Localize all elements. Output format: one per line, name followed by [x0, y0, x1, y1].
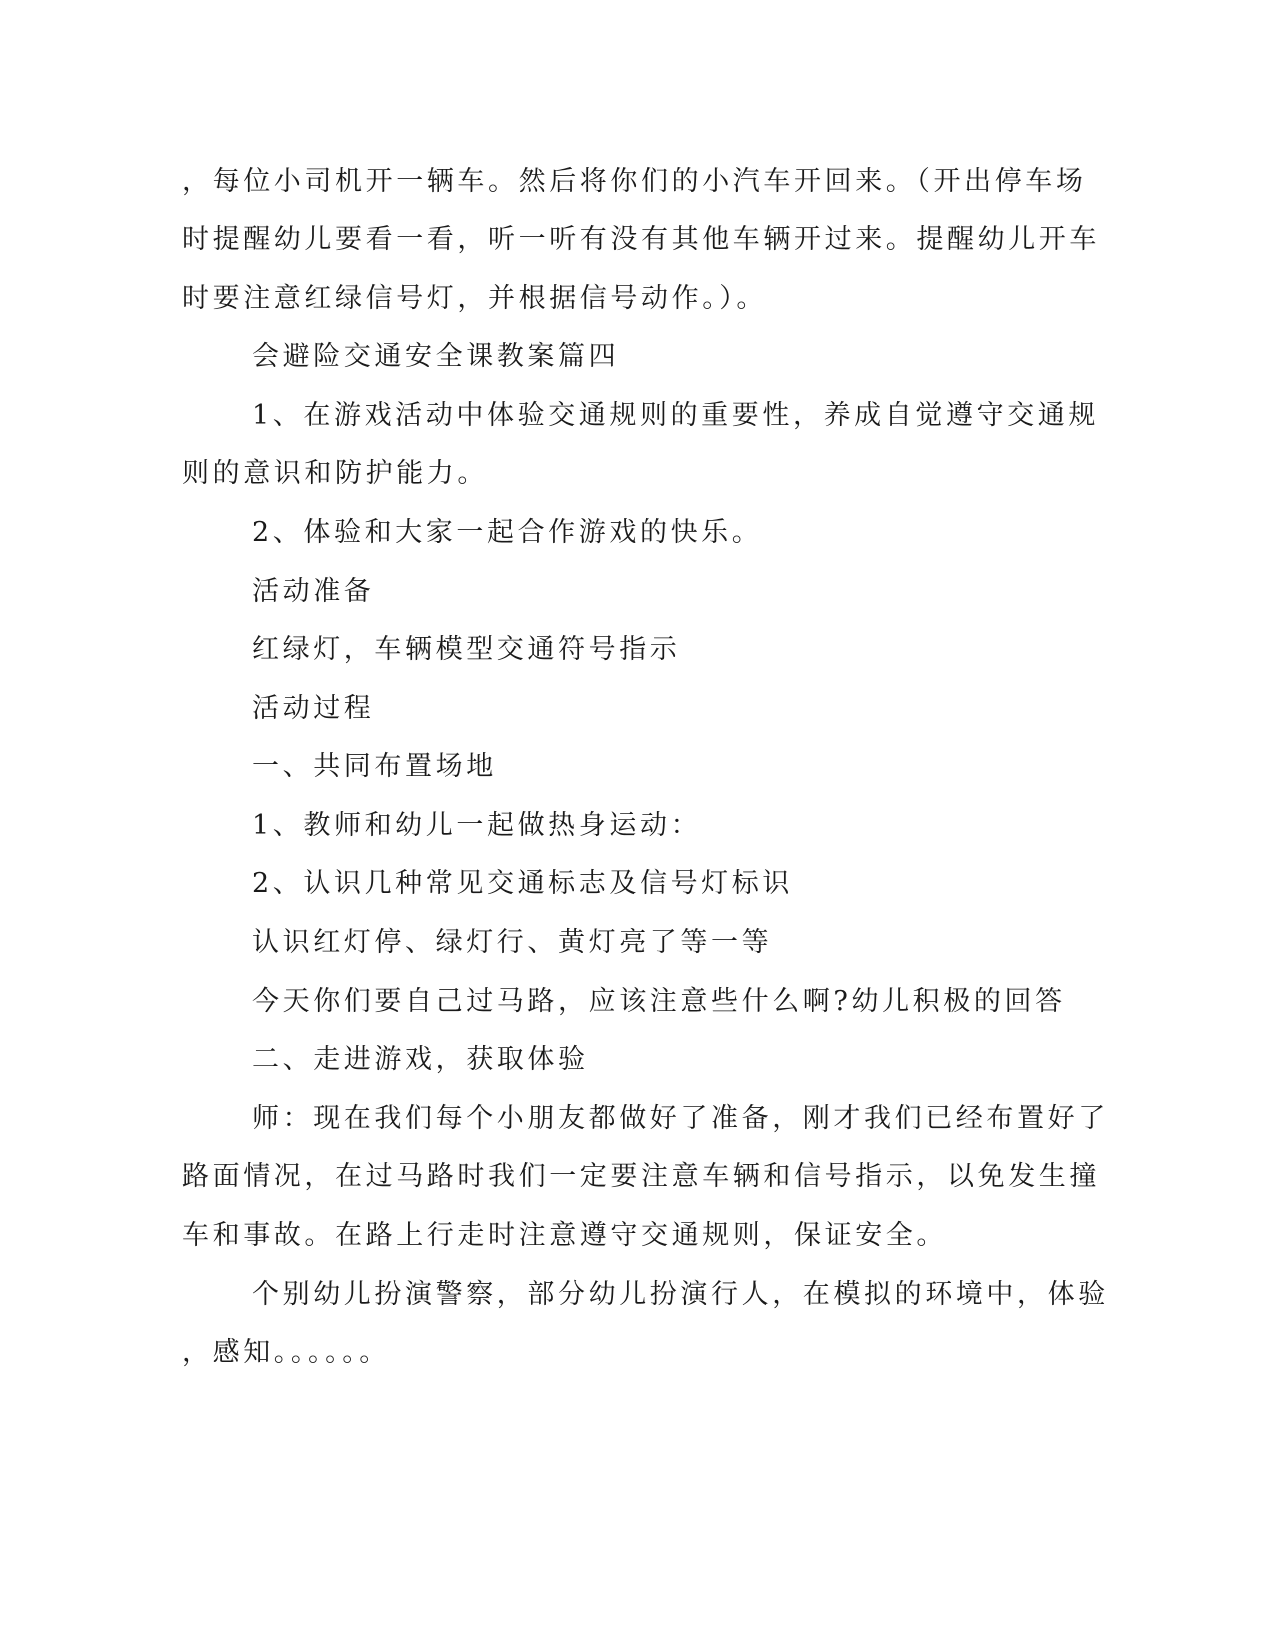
- text-line: 则的意识和防护能力。: [182, 458, 488, 489]
- text-line: 1、教师和幼儿一起做热身运动：: [252, 810, 702, 841]
- text-line: ，每位小司机开一辆车。然后将你们的小汽车开回来。（开出停车场: [182, 166, 1087, 197]
- text-line: 2、体验和大家一起合作游戏的快乐。: [252, 517, 763, 548]
- text-line: 一、共同布置场地: [252, 751, 497, 782]
- subheading: 活动过程: [252, 693, 375, 724]
- text-line: 路面情况，在过马路时我们一定要注意车辆和信号指示，以免发生撞: [182, 1161, 1100, 1192]
- text-line: 认识红灯停、绿灯行、黄灯亮了等一等: [252, 927, 773, 958]
- text-line: 时要注意红绿信号灯，并根据信号动作。）。: [182, 283, 767, 314]
- text-line: 时提醒幼儿要看一看，听一听有没有其他车辆开过来。提醒幼儿开车: [182, 224, 1100, 255]
- text-line: 个别幼儿扮演警察，部分幼儿扮演行人，在模拟的环境中，体验: [252, 1279, 1109, 1310]
- text-line: 1、在游戏活动中体验交通规则的重要性，养成自觉遵守交通规: [252, 400, 1099, 431]
- text-line: 红绿灯，车辆模型交通符号指示: [252, 634, 681, 665]
- subheading: 活动准备: [252, 576, 375, 607]
- text-line: ，感知。。。。。。: [182, 1337, 390, 1368]
- text-line: 二、走进游戏，获取体验: [252, 1044, 589, 1075]
- section-heading: 会避险交通安全课教案篇四: [252, 341, 620, 372]
- text-line: 2、认识几种常见交通标志及信号灯标识: [252, 868, 793, 899]
- text-line: 师：现在我们每个小朋友都做好了准备，刚才我们已经布置好了: [252, 1103, 1109, 1134]
- text-line: 车和事故。在路上行走时注意遵守交通规则，保证安全。: [182, 1220, 947, 1251]
- text-line: 今天你们要自己过马路，应该注意些什么啊?幼儿积极的回答: [252, 986, 1066, 1017]
